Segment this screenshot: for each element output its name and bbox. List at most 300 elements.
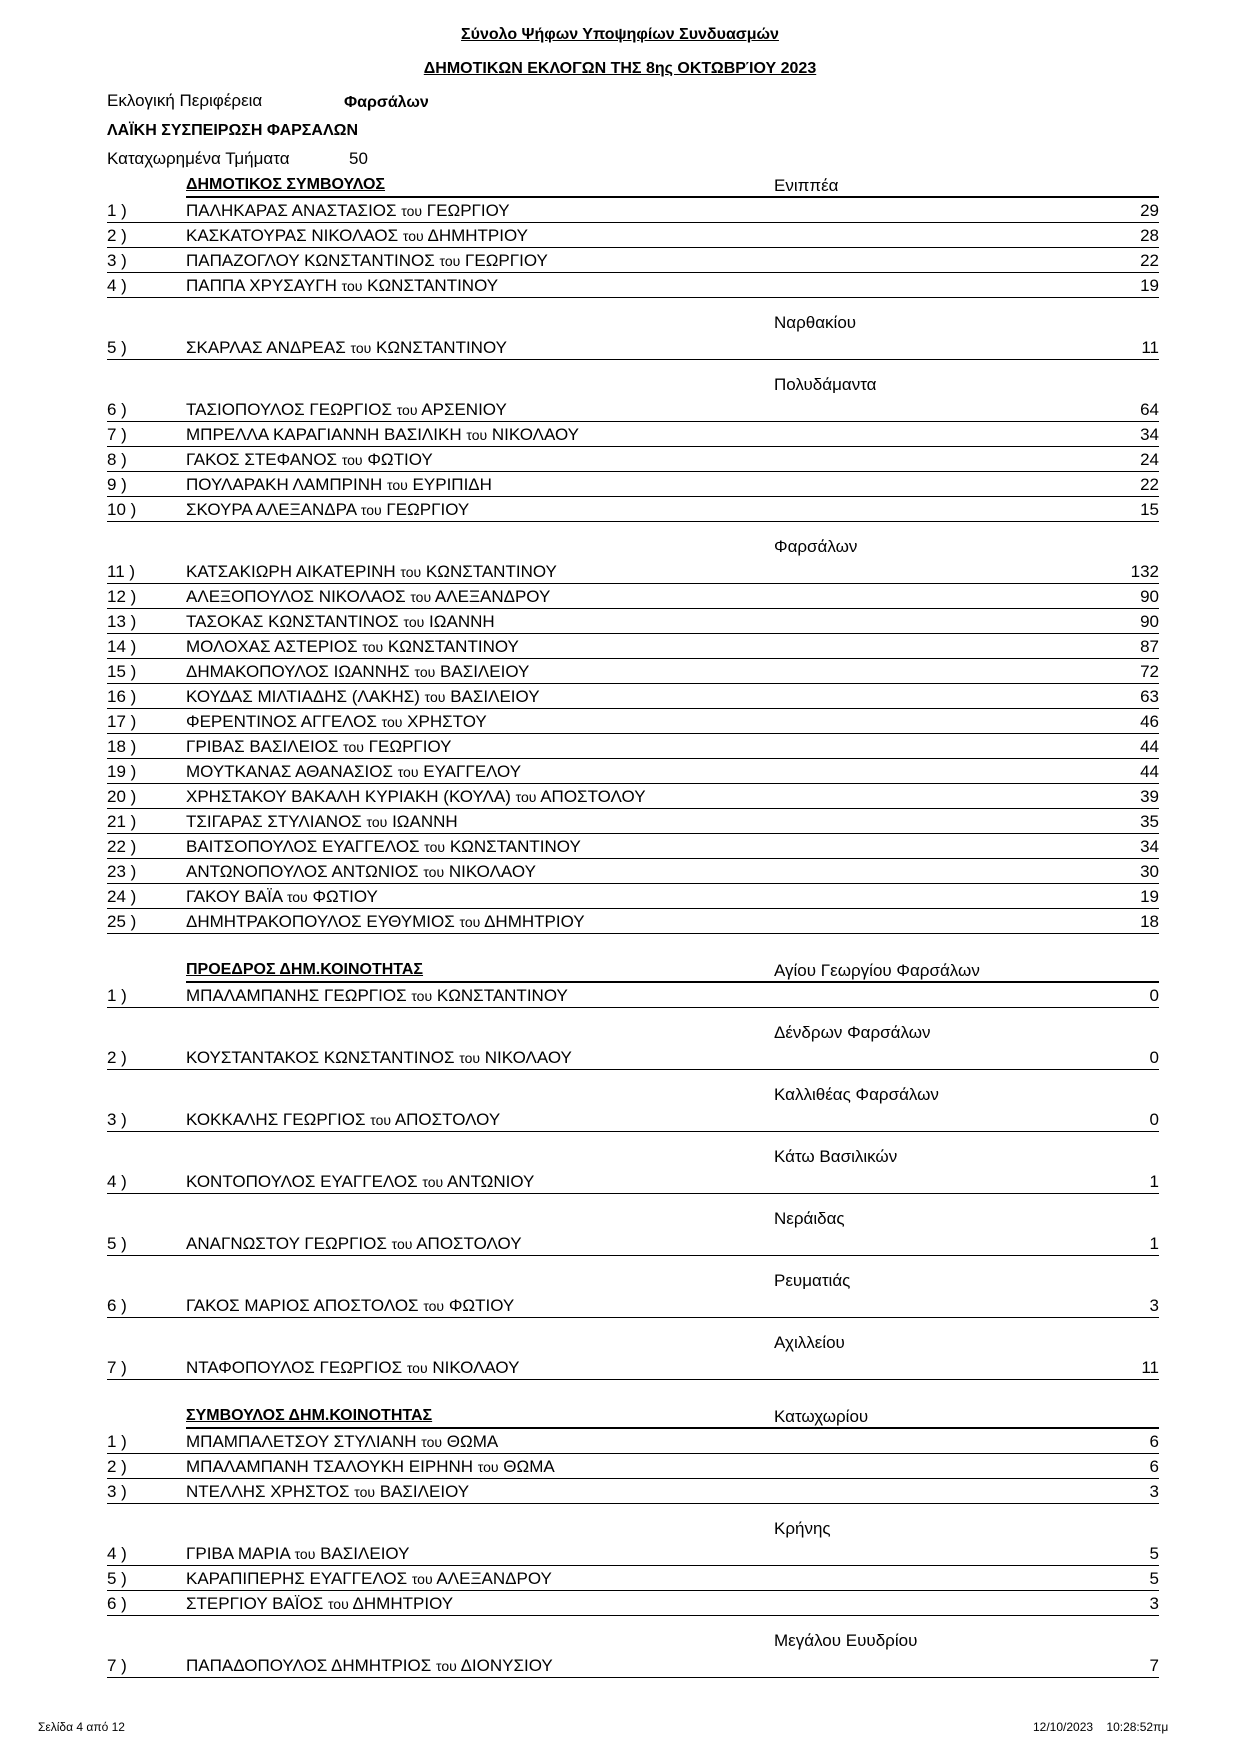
- row-number: 2 ): [107, 1048, 127, 1067]
- candidate-row: [107, 1107, 1159, 1132]
- candidate-row: [107, 684, 1159, 709]
- row-number: 4 ): [107, 1172, 127, 1191]
- vote-count: 132: [1130, 562, 1159, 581]
- candidate-surname: ΓΑΚΟΣ ΣΤΕΦΑΝΟΣ: [186, 450, 338, 469]
- candidate-name: [186, 1234, 522, 1254]
- candidate-surname: ΓΑΚΟΣ ΜΑΡΙΟΣ ΑΠΟΣΤΟΛΟΣ: [186, 1296, 419, 1315]
- candidate-row: [107, 659, 1159, 684]
- vote-count: 7: [1149, 1656, 1159, 1675]
- location-header: [107, 1616, 1159, 1653]
- location-header: [107, 298, 1159, 335]
- candidate-surname: ΚΟΥΔΑΣ ΜΙΛΤΙΑΔΗΣ (ΛΑΚΗΣ): [186, 687, 420, 706]
- father-word: του: [423, 1298, 445, 1314]
- vote-count: 11: [1141, 338, 1159, 357]
- father-word: του: [360, 502, 382, 518]
- row-number: 24 ): [107, 887, 137, 906]
- candidate-row: [107, 248, 1159, 273]
- father-name: ΑΝΤΩΝΙΟΥ: [446, 1172, 535, 1191]
- registered-sections-value: 50: [349, 149, 368, 168]
- vote-count: 44: [1140, 762, 1159, 781]
- candidate-surname: ΚΑΣΚΑΤΟΥΡΑΣ ΝΙΚΟΛΑΟΣ: [186, 226, 399, 245]
- report-subtitle: ΔΗΜΟΤΙΚΩΝ ΕΚΛΟΓΩΝ ΤΗΣ 8ης ΟΚΤΩΒΡΊΟΥ 2023: [423, 60, 817, 77]
- candidate-surname: ΝΤΕΛΛΗΣ ΧΡΗΣΤΟΣ: [186, 1482, 350, 1501]
- row-number: 3 ): [107, 1110, 127, 1129]
- candidate-row: [107, 497, 1159, 522]
- candidate-name: [186, 1296, 514, 1316]
- father-word: του: [424, 689, 446, 705]
- candidate-name: [186, 687, 540, 707]
- father-name: ΝΙΚΟΛΑΟΥ: [484, 1048, 572, 1067]
- father-word: του: [422, 1174, 444, 1190]
- father-name: ΚΩΝΣΤΑΝΤΙΝΟΥ: [376, 338, 507, 357]
- candidate-surname: ΓΡΙΒΑ ΜΑΡΙΑ: [186, 1544, 290, 1563]
- candidate-name: [186, 737, 452, 757]
- father-name: ΕΥΑΓΓΕΛΟΥ: [423, 762, 522, 781]
- father-name: ΔΗΜΗΤΡΙΟΥ: [484, 912, 585, 931]
- candidate-name: [186, 1482, 469, 1502]
- section-title: ΠΡΟΕΔΡΟΣ ΔΗΜ.ΚΟΙΝΟΤΗΤΑΣ: [186, 961, 424, 978]
- father-name: ΒΑΣΙΛΕΙΟΥ: [450, 687, 540, 706]
- candidate-row: [107, 634, 1159, 659]
- row-number: 6 ): [107, 1296, 127, 1315]
- candidate-name: [186, 1172, 534, 1192]
- father-word: του: [396, 402, 418, 418]
- row-number: 22 ): [107, 837, 137, 856]
- section-header: [107, 1405, 1159, 1429]
- row-number: 23 ): [107, 862, 137, 881]
- father-word: του: [341, 452, 363, 468]
- vote-count: 35: [1140, 812, 1159, 831]
- candidate-surname: ΜΠΑΜΠΑΛΕΤΣΟΥ ΣΤΥΛΙΑΝΗ: [186, 1432, 417, 1451]
- candidate-name: [186, 837, 581, 857]
- location-header: [107, 1008, 1159, 1045]
- candidate-surname: ΔΗΜΑΚΟΠΟΥΛΟΣ ΙΩΑΝΝΗΣ: [186, 662, 410, 681]
- candidate-surname: ΠΑΛΗΚΑΡΑΣ ΑΝΑΣΤΑΣΙΟΣ: [186, 201, 397, 220]
- candidate-name: [186, 276, 498, 296]
- vote-count: 90: [1140, 587, 1159, 606]
- region-label: Εκλογική Περιφέρεια: [107, 91, 263, 110]
- vote-count: 72: [1140, 662, 1159, 681]
- row-number: 1 ): [107, 1432, 127, 1451]
- vote-count: 44: [1140, 737, 1159, 756]
- candidate-row: [107, 834, 1159, 859]
- location-label: Ενιππέα: [774, 176, 839, 195]
- candidate-surname: ΑΝΤΩΝΟΠΟΥΛΟΣ ΑΝΤΩΝΙΟΣ: [186, 862, 419, 881]
- father-word: του: [341, 278, 363, 294]
- father-name: ΚΩΝΣΤΑΝΤΙΝΟΥ: [367, 276, 499, 295]
- candidate-surname: ΚΟΚΚΑΛΗΣ ΓΕΩΡΓΙΟΣ: [186, 1110, 366, 1129]
- row-number: 8 ): [107, 450, 127, 469]
- father-word: του: [459, 914, 481, 930]
- candidate-name: [186, 1594, 453, 1614]
- father-name: ΑΠΟΣΤΟΛΟΥ: [394, 1110, 501, 1129]
- candidate-name: [186, 986, 568, 1006]
- row-number: 11 ): [107, 562, 136, 581]
- father-word: του: [411, 988, 433, 1004]
- candidate-name: [186, 400, 507, 420]
- candidate-row: [107, 809, 1159, 834]
- father-name: ΑΛΕΞΑΝΔΡΟΥ: [434, 587, 551, 606]
- father-name: ΚΩΝΣΤΑΝΤΙΝΟΥ: [449, 837, 581, 856]
- candidate-name: [186, 587, 550, 607]
- father-name: ΔΗΜΗΤΡΙΟΥ: [427, 226, 528, 245]
- candidate-surname: ΤΣΙΓΑΡΑΣ ΣΤΥΛΙΑΝΟΣ: [186, 812, 362, 831]
- vote-count: 34: [1140, 425, 1159, 444]
- candidate-surname: ΓΡΙΒΑΣ ΒΑΣΙΛΕΙΟΣ: [186, 737, 339, 756]
- candidate-name: [186, 475, 492, 495]
- candidate-surname: ΑΝΑΓΝΩΣΤΟΥ ΓΕΩΡΓΙΟΣ: [186, 1234, 387, 1253]
- father-name: ΝΙΚΟΛΑΟΥ: [432, 1358, 520, 1377]
- vote-count: 0: [1149, 986, 1159, 1005]
- vote-count: 6: [1149, 1457, 1159, 1476]
- row-number: 12 ): [107, 587, 137, 606]
- candidate-row: [107, 859, 1159, 884]
- father-name: ΦΩΤΙΟΥ: [367, 450, 433, 469]
- vote-count: 15: [1140, 500, 1159, 519]
- row-number: 1 ): [107, 201, 127, 220]
- father-word: του: [402, 228, 424, 244]
- party-name: ΛΑΪΚΗ ΣΥΣΠΕΙΡΩΣΗ ΦΑΡΣΑΛΩΝ: [107, 122, 359, 139]
- location-label: Δένδρων Φαρσάλων: [774, 1023, 931, 1042]
- candidate-name: [186, 887, 378, 907]
- candidate-surname: ΠΑΠΑΖΟΓΛΟΥ ΚΩΝΣΤΑΝΤΙΝΟΣ: [186, 251, 435, 270]
- father-word: του: [354, 1484, 376, 1500]
- candidate-name: [186, 712, 487, 732]
- page-number: Σελίδα 4 από 12: [38, 1720, 125, 1734]
- candidate-surname: ΒΑΙΤΣΟΠΟΥΛΟΣ ΕΥΑΓΓΕΛΟΣ: [186, 837, 420, 856]
- father-name: ΓΕΩΡΓΙΟΥ: [368, 737, 452, 756]
- candidate-name: [186, 251, 548, 271]
- candidate-surname: ΜΟΛΟΧΑΣ ΑΣΤΕΡΙΟΣ: [186, 637, 358, 656]
- father-name: ΘΩΜΑ: [503, 1457, 555, 1476]
- candidate-surname: ΚΟΥΣΤΑΝΤΑΚΟΣ ΚΩΝΣΤΑΝΤΙΝΟΣ: [186, 1048, 455, 1067]
- location-label: Καλλιθέας Φαρσάλων: [774, 1085, 939, 1104]
- location-label: Μεγάλου Ευυδρίου: [774, 1631, 918, 1650]
- candidate-name: [186, 1656, 553, 1676]
- candidate-name: [186, 1432, 498, 1452]
- row-number: 17 ): [107, 712, 137, 731]
- candidate-name: [186, 425, 579, 445]
- candidate-surname: ΑΛΕΞΟΠΟΥΛΟΣ ΝΙΚΟΛΑΟΣ: [186, 587, 406, 606]
- candidate-row: [107, 1591, 1159, 1616]
- candidate-surname: ΣΚΑΡΛΑΣ ΑΝΔΡΕΑΣ: [186, 338, 346, 357]
- father-word: του: [410, 589, 432, 605]
- candidate-surname: ΜΠΑΛΑΜΠΑΝΗΣ ΓΕΩΡΓΙΟΣ: [186, 986, 407, 1005]
- candidate-row: [107, 784, 1159, 809]
- father-word: του: [421, 1434, 443, 1450]
- location-label: Ρευματιάς: [774, 1271, 851, 1290]
- father-name: ΓΕΩΡΓΙΟΥ: [465, 251, 548, 270]
- candidate-name: [186, 612, 495, 632]
- location-header: [107, 522, 1159, 559]
- row-number: 6 ): [107, 1594, 127, 1613]
- location-label: Κάτω Βασιλικών: [774, 1147, 898, 1166]
- father-word: του: [387, 477, 408, 493]
- section-title: ΔΗΜΟΤΙΚΟΣ ΣΥΜΒΟΥΛΟΣ: [186, 176, 386, 193]
- candidate-row: [107, 1045, 1159, 1070]
- father-word: του: [424, 839, 446, 855]
- father-name: ΝΙΚΟΛΑΟΥ: [448, 862, 536, 881]
- father-name: ΦΩΤΙΟΥ: [448, 1296, 515, 1315]
- candidate-name: [186, 201, 510, 221]
- candidate-name: [186, 1048, 572, 1068]
- vote-count: 63: [1140, 687, 1159, 706]
- row-number: 20 ): [107, 787, 137, 806]
- father-word: του: [406, 1360, 428, 1376]
- candidate-surname: ΧΡΗΣΤΑΚΟΥ ΒΑΚΑΛΗ ΚΥΡΙΑΚΗ (ΚΟΥΛΑ): [186, 787, 511, 806]
- father-word: του: [466, 427, 488, 443]
- location-label: Νεράιδας: [774, 1209, 845, 1228]
- father-name: ΙΩΑΝΝΗ: [392, 812, 458, 831]
- father-name: ΑΠΟΣΤΟΛΟΥ: [540, 787, 646, 806]
- father-name: ΘΩΜΑ: [446, 1432, 499, 1451]
- candidate-name: [186, 1110, 500, 1130]
- vote-count: 87: [1140, 637, 1159, 656]
- candidate-surname: ΠΑΠΑΔΟΠΟΥΛΟΣ ΔΗΜΗΤΡΙΟΣ: [186, 1656, 432, 1675]
- candidate-row: [107, 422, 1159, 447]
- vote-count: 3: [1149, 1594, 1159, 1613]
- father-word: του: [411, 1571, 433, 1587]
- vote-count: 46: [1140, 712, 1159, 731]
- father-name: ΧΡΗΣΤΟΥ: [407, 712, 487, 731]
- candidate-name: [186, 226, 528, 246]
- vote-count: 24: [1140, 450, 1159, 469]
- row-number: 3 ): [107, 251, 127, 270]
- father-word: του: [423, 864, 445, 880]
- location-label: Κρήνης: [774, 1519, 831, 1538]
- father-word: του: [370, 1112, 392, 1128]
- father-name: ΓΕΩΡΓΙΟΥ: [426, 201, 510, 220]
- candidate-name: [186, 1544, 409, 1564]
- father-name: ΒΑΣΙΛΕΙΟΥ: [440, 662, 530, 681]
- row-number: 18 ): [107, 737, 137, 756]
- father-name: ΚΩΝΣΤΑΝΤΙΝΟΥ: [425, 562, 557, 581]
- row-number: 5 ): [107, 1569, 127, 1588]
- section-title: ΣΥΜΒΟΥΛΟΣ ΔΗΜ.ΚΟΙΝΟΤΗΤΑΣ: [186, 1407, 433, 1424]
- location-label: Κατωχωρίου: [774, 1407, 869, 1426]
- vote-count: 39: [1140, 787, 1159, 806]
- father-name: ΔΗΜΗΤΡΙΟΥ: [352, 1594, 454, 1613]
- candidate-row: [107, 1355, 1159, 1380]
- father-word: του: [381, 714, 403, 730]
- father-word: του: [327, 1596, 349, 1612]
- vote-count: 5: [1149, 1569, 1159, 1588]
- father-word: του: [366, 814, 388, 830]
- vote-count: 22: [1140, 475, 1159, 494]
- candidate-surname: ΚΑΡΑΠΙΠΕΡΗΣ ΕΥΑΓΓΕΛΟΣ: [186, 1569, 408, 1588]
- candidate-surname: ΚΟΝΤΟΠΟΥΛΟΣ ΕΥΑΓΓΕΛΟΣ: [186, 1172, 418, 1191]
- candidate-row: [107, 584, 1159, 609]
- father-word: του: [439, 253, 461, 269]
- father-name: ΔΙΟΝΥΣΙΟΥ: [460, 1656, 553, 1675]
- father-word: του: [286, 889, 308, 905]
- father-name: ΑΡΣΕΝΙΟΥ: [421, 400, 507, 419]
- vote-count: 5: [1149, 1544, 1159, 1563]
- vote-count: 1: [1149, 1172, 1159, 1191]
- candidate-surname: ΓΑΚΟΥ ΒΑΪΑ: [186, 887, 283, 906]
- candidate-name: [186, 1457, 555, 1477]
- section-header: [107, 959, 1159, 983]
- location-header: [107, 1194, 1159, 1231]
- father-word: του: [414, 664, 436, 680]
- location-header: [107, 1504, 1159, 1541]
- row-number: 10 ): [107, 500, 137, 519]
- vote-count: 30: [1140, 862, 1159, 881]
- candidate-row: [107, 1429, 1159, 1454]
- vote-count: 6: [1149, 1432, 1159, 1451]
- vote-count: 64: [1140, 400, 1159, 419]
- candidate-name: [186, 662, 529, 682]
- location-label: Πολυδάμαντα: [774, 375, 877, 394]
- candidate-name: [186, 812, 458, 832]
- candidate-row: [107, 1293, 1159, 1318]
- row-number: 1 ): [107, 986, 127, 1005]
- candidate-name: [186, 338, 507, 358]
- location-label: Φαρσάλων: [774, 537, 858, 556]
- candidate-surname: ΠΟΥΛΑΡΑΚΗ ΛΑΜΠΡΙΝΗ: [186, 475, 383, 494]
- vote-count: 29: [1140, 201, 1159, 220]
- registered-sections-label: Καταχωρημένα Τμήματα: [107, 149, 290, 168]
- location-header: [107, 1070, 1159, 1107]
- candidate-row: [107, 759, 1159, 784]
- candidate-surname: ΠΑΠΠΑ ΧΡΥΣΑΥΓΗ: [186, 276, 337, 295]
- candidate-row: [107, 397, 1159, 422]
- father-name: ΚΩΝΣΤΑΝΤΙΝΟΥ: [436, 986, 568, 1005]
- candidate-row: [107, 884, 1159, 909]
- father-name: ΑΛΕΞΑΝΔΡΟΥ: [436, 1569, 552, 1588]
- candidate-row: [107, 1479, 1159, 1504]
- row-number: 15 ): [107, 662, 137, 681]
- candidate-name: [186, 450, 433, 470]
- candidate-row: [107, 335, 1159, 360]
- row-number: 21 ): [107, 812, 137, 831]
- row-number: 19 ): [107, 762, 137, 781]
- row-number: 5 ): [107, 1234, 127, 1253]
- candidate-row: [107, 734, 1159, 759]
- row-number: 13 ): [107, 612, 137, 631]
- vote-count: 19: [1140, 276, 1159, 295]
- father-word: του: [343, 739, 364, 755]
- candidate-name: [186, 762, 521, 782]
- section-spacer: [107, 934, 1159, 959]
- vote-count: 3: [1149, 1296, 1159, 1315]
- candidate-row: [107, 909, 1159, 934]
- location-header: [107, 360, 1159, 397]
- location-header: [107, 1132, 1159, 1169]
- vote-count: 19: [1140, 887, 1159, 906]
- candidate-row: [107, 1541, 1159, 1566]
- vote-count: 0: [1149, 1048, 1159, 1067]
- candidate-row: [107, 447, 1159, 472]
- vote-count: 90: [1140, 612, 1159, 631]
- candidate-row: [107, 1566, 1159, 1591]
- row-number: 2 ): [107, 1457, 127, 1476]
- father-name: ΦΩΤΙΟΥ: [312, 887, 378, 906]
- candidate-surname: ΣΤΕΡΓΙΟΥ ΒΑΪΟΣ: [186, 1594, 324, 1613]
- row-number: 6 ): [107, 400, 127, 419]
- candidate-surname: ΦΕΡΕΝΤΙΝΟΣ ΑΓΓΕΛΟΣ: [186, 712, 377, 731]
- print-datetime: 12/10/2023 10:28:52πμ: [1033, 1720, 1169, 1734]
- vote-count: 28: [1140, 226, 1159, 245]
- candidate-row: [107, 1169, 1159, 1194]
- candidate-surname: ΜΟΥΤΚΑΝΑΣ ΑΘΑΝΑΣΙΟΣ: [186, 762, 393, 781]
- father-name: ΚΩΝΣΤΑΝΤΙΝΟΥ: [387, 637, 519, 656]
- region-value: Φαρσάλων: [344, 94, 429, 111]
- candidate-name: [186, 1358, 519, 1378]
- candidate-name: [186, 1569, 552, 1589]
- father-word: του: [459, 1050, 481, 1066]
- candidate-surname: ΜΠΑΛΑΜΠΑΝΗ ΤΣΑΛΟΥΚΗ ΕΙΡΗΝΗ: [186, 1457, 474, 1476]
- candidate-row: [107, 1653, 1159, 1678]
- father-word: του: [391, 1236, 413, 1252]
- father-word: του: [403, 614, 425, 630]
- vote-count: 1: [1149, 1234, 1159, 1253]
- candidate-row: [107, 273, 1159, 298]
- row-number: 14 ): [107, 637, 137, 656]
- candidate-row: [107, 223, 1159, 248]
- candidate-name: [186, 862, 536, 882]
- row-number: 5 ): [107, 338, 127, 357]
- father-word: του: [515, 789, 537, 805]
- father-name: ΝΙΚΟΛΑΟΥ: [491, 425, 579, 444]
- father-word: του: [397, 764, 419, 780]
- candidate-surname: ΣΚΟΥΡΑ ΑΛΕΞΑΝΔΡΑ: [186, 500, 357, 519]
- vote-count: 0: [1149, 1110, 1159, 1129]
- candidate-surname: ΚΑΤΣΑΚΙΩΡΗ ΑΙΚΑΤΕΡΙΝΗ: [186, 562, 396, 581]
- row-number: 7 ): [107, 425, 127, 444]
- father-name: ΙΩΑΝΝΗ: [429, 612, 495, 631]
- candidate-name: [186, 500, 469, 520]
- row-number: 4 ): [107, 1544, 127, 1563]
- candidate-row: [107, 1231, 1159, 1256]
- candidate-name: [186, 787, 646, 807]
- row-number: 25 ): [107, 912, 137, 931]
- location-label: Αχιλλείου: [774, 1333, 845, 1352]
- father-word: του: [477, 1459, 499, 1475]
- candidate-surname: ΤΑΣΟΚΑΣ ΚΩΝΣΤΑΝΤΙΝΟΣ: [186, 612, 399, 631]
- candidate-row: [107, 559, 1159, 584]
- results-table: [107, 174, 1159, 1678]
- location-label: Αγίου Γεωργίου Φαρσάλων: [774, 961, 980, 980]
- vote-count: 34: [1140, 837, 1159, 856]
- candidate-name: [186, 562, 557, 582]
- report-title: Σύνολο Ψήφων Υποψηφίων Συνδυασμών: [461, 26, 779, 43]
- candidate-surname: ΤΑΣΙΟΠΟΥΛΟΣ ΓΕΩΡΓΙΟΣ: [186, 400, 392, 419]
- father-word: του: [294, 1546, 316, 1562]
- father-name: ΒΑΣΙΛΕΙΟΥ: [320, 1544, 410, 1563]
- candidate-row: [107, 983, 1159, 1008]
- row-number: 16 ): [107, 687, 137, 706]
- section-spacer: [107, 1380, 1159, 1405]
- row-number: 2 ): [107, 226, 127, 245]
- candidate-row: [107, 198, 1159, 223]
- vote-count: 18: [1140, 912, 1159, 931]
- father-name: ΕΥΡΙΠΙΔΗ: [412, 475, 492, 494]
- father-name: ΒΑΣΙΛΕΙΟΥ: [379, 1482, 470, 1501]
- candidate-row: [107, 472, 1159, 497]
- father-word: του: [400, 564, 422, 580]
- row-number: 7 ): [107, 1358, 127, 1377]
- location-label: Ναρθακίου: [774, 313, 857, 332]
- row-number: 3 ): [107, 1482, 127, 1501]
- candidate-surname: ΝΤΑΦΟΠΟΥΛΟΣ ΓΕΩΡΓΙΟΣ: [186, 1358, 403, 1377]
- candidate-row: [107, 709, 1159, 734]
- father-name: ΓΕΩΡΓΙΟΥ: [386, 500, 470, 519]
- candidate-surname: ΔΗΜΗΤΡΑΚΟΠΟΥΛΟΣ ΕΥΘΥΜΙΟΣ: [186, 912, 455, 931]
- row-number: 9 ): [107, 475, 127, 494]
- father-word: του: [362, 639, 384, 655]
- location-header: [107, 1318, 1159, 1355]
